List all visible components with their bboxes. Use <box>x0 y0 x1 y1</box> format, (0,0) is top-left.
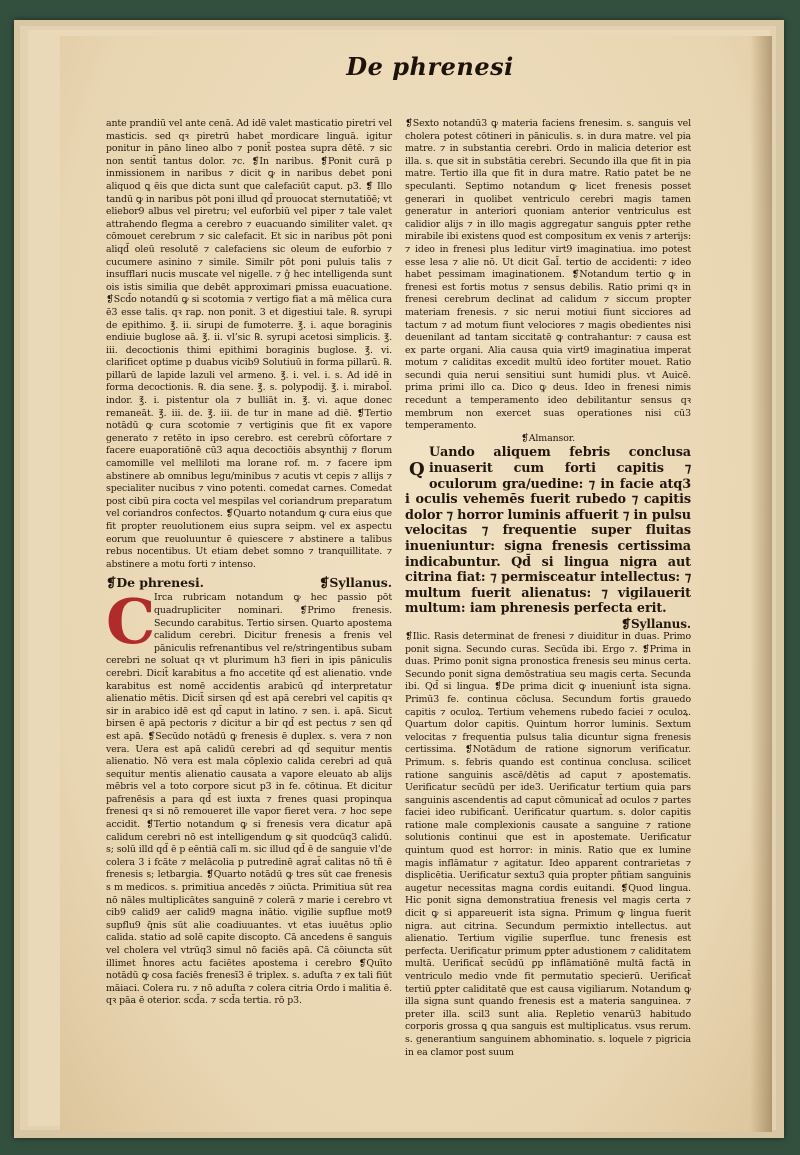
almansor-heading: ❡Almansor. <box>520 432 576 444</box>
left-paragraph-2: Irca rubricam notandum ꝙ hec passio pōt quadrupliciter nominari. ❡Primo frenesis. Secundo carabitus. Tertio sirsen. Quarto apostema calidum cerebri. Dicitur frenesis a frenis vel pāniculis refrenantibus vel re/stringentibus subam cerebri ne soluat qꝛ vt plurimum h3 fieri in ipis pāniculis cerebri. Dicit̄ karabitus a fno accetite qd̄ est alienatio. vnde karabitus est nomē accidentis arabicū qd̄ interpretatur alienatio mētis. Dicit̄ sirsen qd̄ est apā cerebri vel capitis qꝛ sir in arabico idē est qd̄ caput in latino. ⁊ sen. i. apā. Sicut birsen ē apā pectoris ⁊ dicitur a bir qd̄ est pectus ⁊ sen qd̄ est apā. ❡Secūdo notādū ꝙ frenesis ē duplex. s. vera ⁊ non vera. Uera est apā calidū cerebri ad qd̄ sequitur mentis alienatio. Nō vera est mala cōplexio calida cerebri ad quā sequitur mentis alienatio causata a vapore eleuato ab alijs mēbris vel a toto corpore sicut p3 in fe. cōtinua. Et dicitur pafrenēsis a para qd̄ est iuxta ⁊ frenes quasi propinqua frenesi qꝛ si nō remoueret ille vapor fieret vera. ⁊ hoc sepe accidit. ❡Tertio notandum ꝙ si frenesis vera dicatur apā calidum cerebri nō est intelligendum ꝙ sit quodcūq3 calidū. s; solū illd qd̄ ē p eēntiā calī m. sic illud qd̄ ē de sanguie vl’de colera 3 i fcāte ⁊ melācolia p putredinē agrat̄ calitas nō tñ ē frenesis s; letbargia. ❡Quarto notādū ꝙ tres sūt cae frenesis s m medicos. s. primitiua ancedēs ⁊ ɔiūcta. Primitiua sūt rea nō nāles multiplicātes sanguinē ⁊ colerā ⁊ marie i cerebro vt cib9 calid9 aer calid9 magna inātio. vigilie supflue mot9 supflu9 q̄nis sūt alie coadiuuantes. vt etas iuuētus ɔplio calida. statio ad solē capite discopto. Cā ancedens ē sanguis vel cholera vel vtrūq3 simul nō faciēs apā. Cā cōiuncta sūt illimet h̄nores actu faciētes apostema i cerebro ❡Quīto notādū ꝙ cosa faciēs frenesī3 ē triplex. s. aduſta ⁊ ex tali fiūt māiaci. Colera ru. ⁊ nō aduſta ⁊ colera citria Ordo i malitia ē. qꝛ pāa ē oterior. scd̄a. ⁊ scd̄a tertia. rō p3. <box>106 592 392 1007</box>
initial-letter-q: Q <box>409 459 425 481</box>
author-heading: ❡Syllanus. <box>319 575 392 591</box>
section-heading: ❡De phrenesi. <box>106 575 204 591</box>
red-initial-letter: C <box>106 585 156 659</box>
left-column <box>106 118 392 1008</box>
quoted-text: Uando aliquem febris conclusa inuaserit cum forti capitis ⁊ oculorum gra/uedine: ⁊ in facie atq3 i oculis vehemēs fuerit rubedo ⁊ capitis dolor ⁊ horror luminis affuerit ⁊ in pulsu velocitas ⁊ frequentie super fluitas inueniuntur: signa frenesis certissima indicabuntur. Qd̄ si lingua nigra aut citrina fiat: ⁊ permisceatur intellectus: ⁊ multum fuerit alienatus: ⁊ vigilauerit multum: iam phrenesis perfecta erit. <box>405 445 691 617</box>
initial-paragraph <box>106 585 392 1008</box>
running-head: De phrenesi <box>346 52 514 81</box>
left-paragraph-1: ante prandiū vel ante cenā. Ad idē valet masticatio piretri vel masticis. sed qꝛ piretrū habet mordicare linguā. igitur ponitur in pāno lineo albo ⁊ ponit̄ postea supra dētē. ⁊ sic non sentit̄ tantus dolor. ⁊c. ❡In naribus. ❡Ponit curā p inmissionem in naribus ⁊ dicit ꝙ in naribus debet poni aliquod ꝗ ēis que dicta sunt que calefaciūt caput. p3. ❡ Illo tandū ꝙ in naribus pōt poni illud qd̄ prouocat sternutatiōē; vt eliebor9 albus vel piretru; vel euforbiū vel piper ⁊ tale valet attrahendo flegma a cerebro ⁊ euacuando similiter valet. qꝛ cōmouet cerebrum ⁊ sic calefacit. Et sic in naribus pōt poni aliqd̄ oleū resolutē ⁊ calefaciens sic oleum de euforbio ⁊ cucumere asinino ⁊ simile. Similr pōt poni puluis talis ⁊ insufflari nucis muscate vel nigelle. ⁊ ĝ hec intelligenda sunt ois istis similia que debēt approximari ꝑmissa euacuatione. ❡Scd̄o notandū ꝙ si scotomia ⁊ vertigo fiat a mā mēlica cura ē3 esse talis. qꝛ raꝑ. non ponit. 3 et digestiui tale. ℞. syrupi de epithimo. ℥. ii. sirupi de fumoterre. ℥. i. aque boraginis endiuie buglose aā. ℥. ii. vl’sic ℞. syrupi acetosi simplicis. ℥. iii. decoctionis thimi epithimi boraginis buglose. ℥. vi. clarificet optime p duabus vicib9 Solutiuū in forma pillarū. ℞. pillarū de lapide lazuli vel armeno. ℥. i. vel. i. s. Ad idē in forma decoctionis. ℞. dia sene. ℥. s. polypodij. ℥. i. mirabol̄. indor. ℥. i. pistentur ola ⁊ bulliāt in. ℥. vi. aque donec remaneāt. ℥. iii. de. ℥. iii. de tur in mane ad diē. ❡Tertio notādū ꝙ cura scotomie ⁊ vertiginis que fit ex vapore generato ⁊ retēto in ipso cerebro. est cerebrū cōfortare ⁊ facere euaporatiōnē cū3 aqua decoctiōis absynthij ⁊ florum camomille vel melliloti ma lorane rof. m. ⁊ facere ipm abstinere ab omnibus legu/minibus ⁊ acutis vt cepis ⁊ allijs ⁊ specialiter nucibus ⁊ vino potenti. comedat carnes. Comedat post cibū pira cocta vel mespilas vel coriandrum preparatum vel coriandros confectos. ❡Quarto notandum ꝙ cura eius que fit propter reuolutionem eius supra seipm. vel ex aspectu eorum que reuoluuntur ē quiescere ⁊ abstinere a talibus rebus nocentibus. Ut etiam debet somno ⁊ tranquillitate. ⁊ abstinere a motu forti ⁊ intenso. <box>106 118 392 570</box>
page-gutter-shadow <box>750 36 772 1132</box>
right-paragraph-2: ❡Ilic. Rasis determinat de frenesi ⁊ diuiditur in duas. Primo ponit signa. Secundo curas. Secūda ibi. Ergo ⁊. ❡Prima in duas. Primo ponit signa pronostica frenesis seu minus certa. Secundo ponit signa demōstratiua seu magis certa. Secunda ibi. Qd̄ si lingua. ❡De prima dicit ꝙ inueniunt̄ ista signa. Primū3 fe. continua cōclusa. Secundum fortis grauedo capitis ⁊ oculoꝝ. Tertium vehemens rubedo faciei ⁊ oculoꝝ. Quartum dolor capitis. Quintum horror luminis. Sextum velocitas ⁊ frequentia pulsus talia dicuntur signa frenesis certissima. ❡Notādum de ratione signorum verificatur. Primum. s. febris quando est continua conclusa. scilicet ratione sanguinis ascē/dētis ad caput ⁊ apostematis. Uerificatur secūdū per ide3. Uerificatur tertium quia pars sanguinis ascendentis ad caput cōmunicat̄ ad oculos ⁊ partes faciei ideo rubificant̄. Uerificatur quartum. s. dolor capitis ratione male complexionis causate a sanguine ⁊ ratione solutionis continui que est in apostemate. Uerificatur quintum quod est horror: in minis. Ratio que ex lumine magis inflāmatur ⁊ agitatur. Ideo apparent contrarietas ⁊ displicētia. Uerificatur sextu3 quia propter pñtiam sanguinis augetur necessitas magna cordis euitandi. ❡Quod lingua. Hic ponit signa demonstratiua frenesis vel magis certa ⁊ dicit ꝙ si appareuerit ista signa. Primum ꝙ lingua fuerit nigra. aut citrina. Secundum permixtio intellectus. aut alienatio. Tertium vigilie superflue. tunc frenesis est perfecta. Uerificatur primum ꝑpter adustionem ⁊ caliditatem multā. Uerificat̄ secūdū ꝑp inflāmatiōnē multā factā in ventriculo medio vnde fit permutatio specierū. Uerificat̄ tertiū ꝑpter caliditatē que est causa vigiliarum. Notandum ꝙ illa signa sunt quando frenesis est a materia sanguinea. ⁊ preter illa. scil3 sunt alia. Repletio venarū3 habitudo corporis grossa ꝗ qua sanguis est multiplicatus. vsus rerum. s. generantium sanguinem abhominatio. s. loquele ⁊ pigricia in ea clamor post suum <box>405 630 691 1058</box>
syllanus-heading: ❡Syllanus. <box>621 616 691 631</box>
quotation-block <box>405 445 691 617</box>
right-paragraph-1: ❡Sexto notandū3 ꝙ materia faciens frenesim. s. sanguis vel cholera potest cōtineri in pāniculis. s. in dura matre. vel pia matre. ⁊ in substantia cerebri. Ordo in malicia deterior est illa. s. que sit in substātia cerebri. Secundo illa que fit in pia matre. Tertio illa que fit in dura matre. Ratio patet be ne speculanti. Septimo notandum ꝙ licet frenesis posset generari in quolibet ventriculo cerebri magis tamen generatur in anteriori quoniam anterior ventriculus est calidior alijs ⁊ in illo magis aggregatur sanguis ꝑpter rethe mirabile ibi existens quod est compositum ex venis ⁊ arterijs: ⁊ ideo in frenesi plus leditur virt9 imaginatiua. imo potest esse lesa ⁊ alie nō. Ut dicit Gal̄. tertio de accidenti: ⁊ ideo habet pessimam imaginationem. ❡Notandum tertio ꝙ in frenesi est fortis motus ⁊ sensus debilis. Ratio primi qꝛ in frenesi cerebrum declinat ad calidum ⁊ siccum propter materiam frenesis. ⁊ sic nerui motiui fiunt sicciores ad tactum ⁊ ad motum fiunt velociores ⁊ magis obedientes nisi deuenilant ad tantam siccitatē ꝙ contrahantur: ⁊ causa est ex parte organi. Alia causa quia virt9 imaginatiua imperat motum ⁊ caliditas excedit multū ideo fortiter mouet. Ratio secundi quia nerui sensitiui sunt humidi plus. vt Auicē. prima primi illo ca. Dico ꝙ deus. Ideo in frenesi nimis recedunt a temperamento ideo debilitantur sensus qꝛ membrum non exercet suas operationes nisi cū3 temperamento. <box>405 118 691 432</box>
right-column <box>405 118 691 1059</box>
